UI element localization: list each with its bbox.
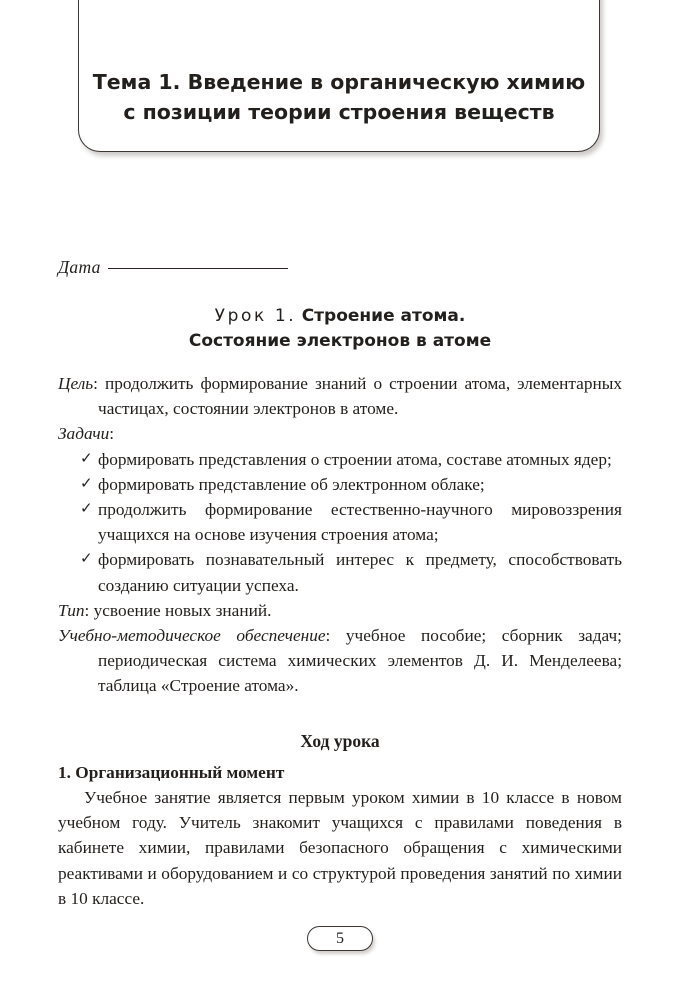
page-number-badge	[307, 926, 373, 951]
type-text: усвоение новых знаний.	[89, 600, 272, 620]
tasks-separator: :	[109, 424, 115, 444]
resources-paragraph	[58, 623, 622, 699]
date-row	[58, 257, 358, 278]
tasks-list	[58, 447, 622, 598]
page-number-value: 5	[336, 929, 344, 947]
list-item	[58, 547, 622, 597]
list-item	[58, 447, 622, 472]
lesson-title	[58, 304, 622, 354]
tasks-label: Задачи	[58, 424, 110, 444]
organizational-moment-paragraph: Учебное занятие является первым уроком химии в 10 классе в новом учебном году. Учитель знакомит учащихся с правилами поведения в кабинете химии, правилами безопасного обращения с химическими реактивами и оборудованием и со структурой проведения занятий по химии в 10 классе.	[58, 788, 622, 908]
theme-title-line-1: Тема 1. Введение в органическую химию	[92, 70, 586, 94]
resources-text: учебное пособие; сборник задач; периодическая система химических элементов Д. И. Менделеева; таблица «Строение атома».	[98, 626, 622, 696]
theme-header-box	[78, 0, 600, 152]
lesson-title-main: Строение атома.	[301, 306, 466, 326]
check-icon: ✓	[80, 450, 93, 467]
task-text: формировать представления о строении атома, составе атомных ядер;	[98, 449, 612, 469]
date-label: Дата	[58, 257, 101, 277]
goal-paragraph	[58, 371, 622, 421]
lesson-number-label: Урок 1.	[214, 306, 297, 326]
task-text: формировать представление об электронном облаке;	[98, 474, 485, 494]
type-paragraph	[58, 598, 622, 623]
type-label: Тип	[58, 600, 85, 620]
date-write-in-line[interactable]	[108, 267, 288, 269]
lesson-body	[58, 371, 622, 699]
resources-label: Учебно-методическое обеспечение	[58, 626, 326, 646]
list-item	[58, 472, 622, 497]
goal-label: Цель	[58, 374, 94, 393]
check-icon: ✓	[80, 501, 93, 518]
theme-title-line-2: с позиции теории строения веществ	[123, 100, 555, 124]
lesson-flow-heading: Ход урока	[300, 731, 380, 751]
lesson-title-line-1	[58, 304, 622, 329]
goal-text: продолжить формирование знаний о строении атома, элементарных частицах, состоянии электронов в атоме.	[97, 374, 622, 419]
task-text: формировать познавательный интерес к предмету, способствовать созданию ситуации успеха.	[98, 550, 622, 595]
type-separator: :	[84, 600, 90, 620]
resources-separator: :	[325, 626, 331, 646]
check-icon: ✓	[80, 475, 93, 492]
section-heading-organizational-moment: 1. Организационный момент	[58, 763, 285, 782]
task-text: продолжить формирование естественно-научного мировоззрения учащихся на основе изучения строения атома;	[98, 500, 622, 545]
goal-separator: :	[93, 374, 98, 393]
tasks-heading	[58, 421, 622, 446]
check-icon: ✓	[80, 551, 93, 568]
lesson-subtitle: Состояние электронов в атоме	[188, 331, 492, 351]
list-item	[58, 497, 622, 547]
